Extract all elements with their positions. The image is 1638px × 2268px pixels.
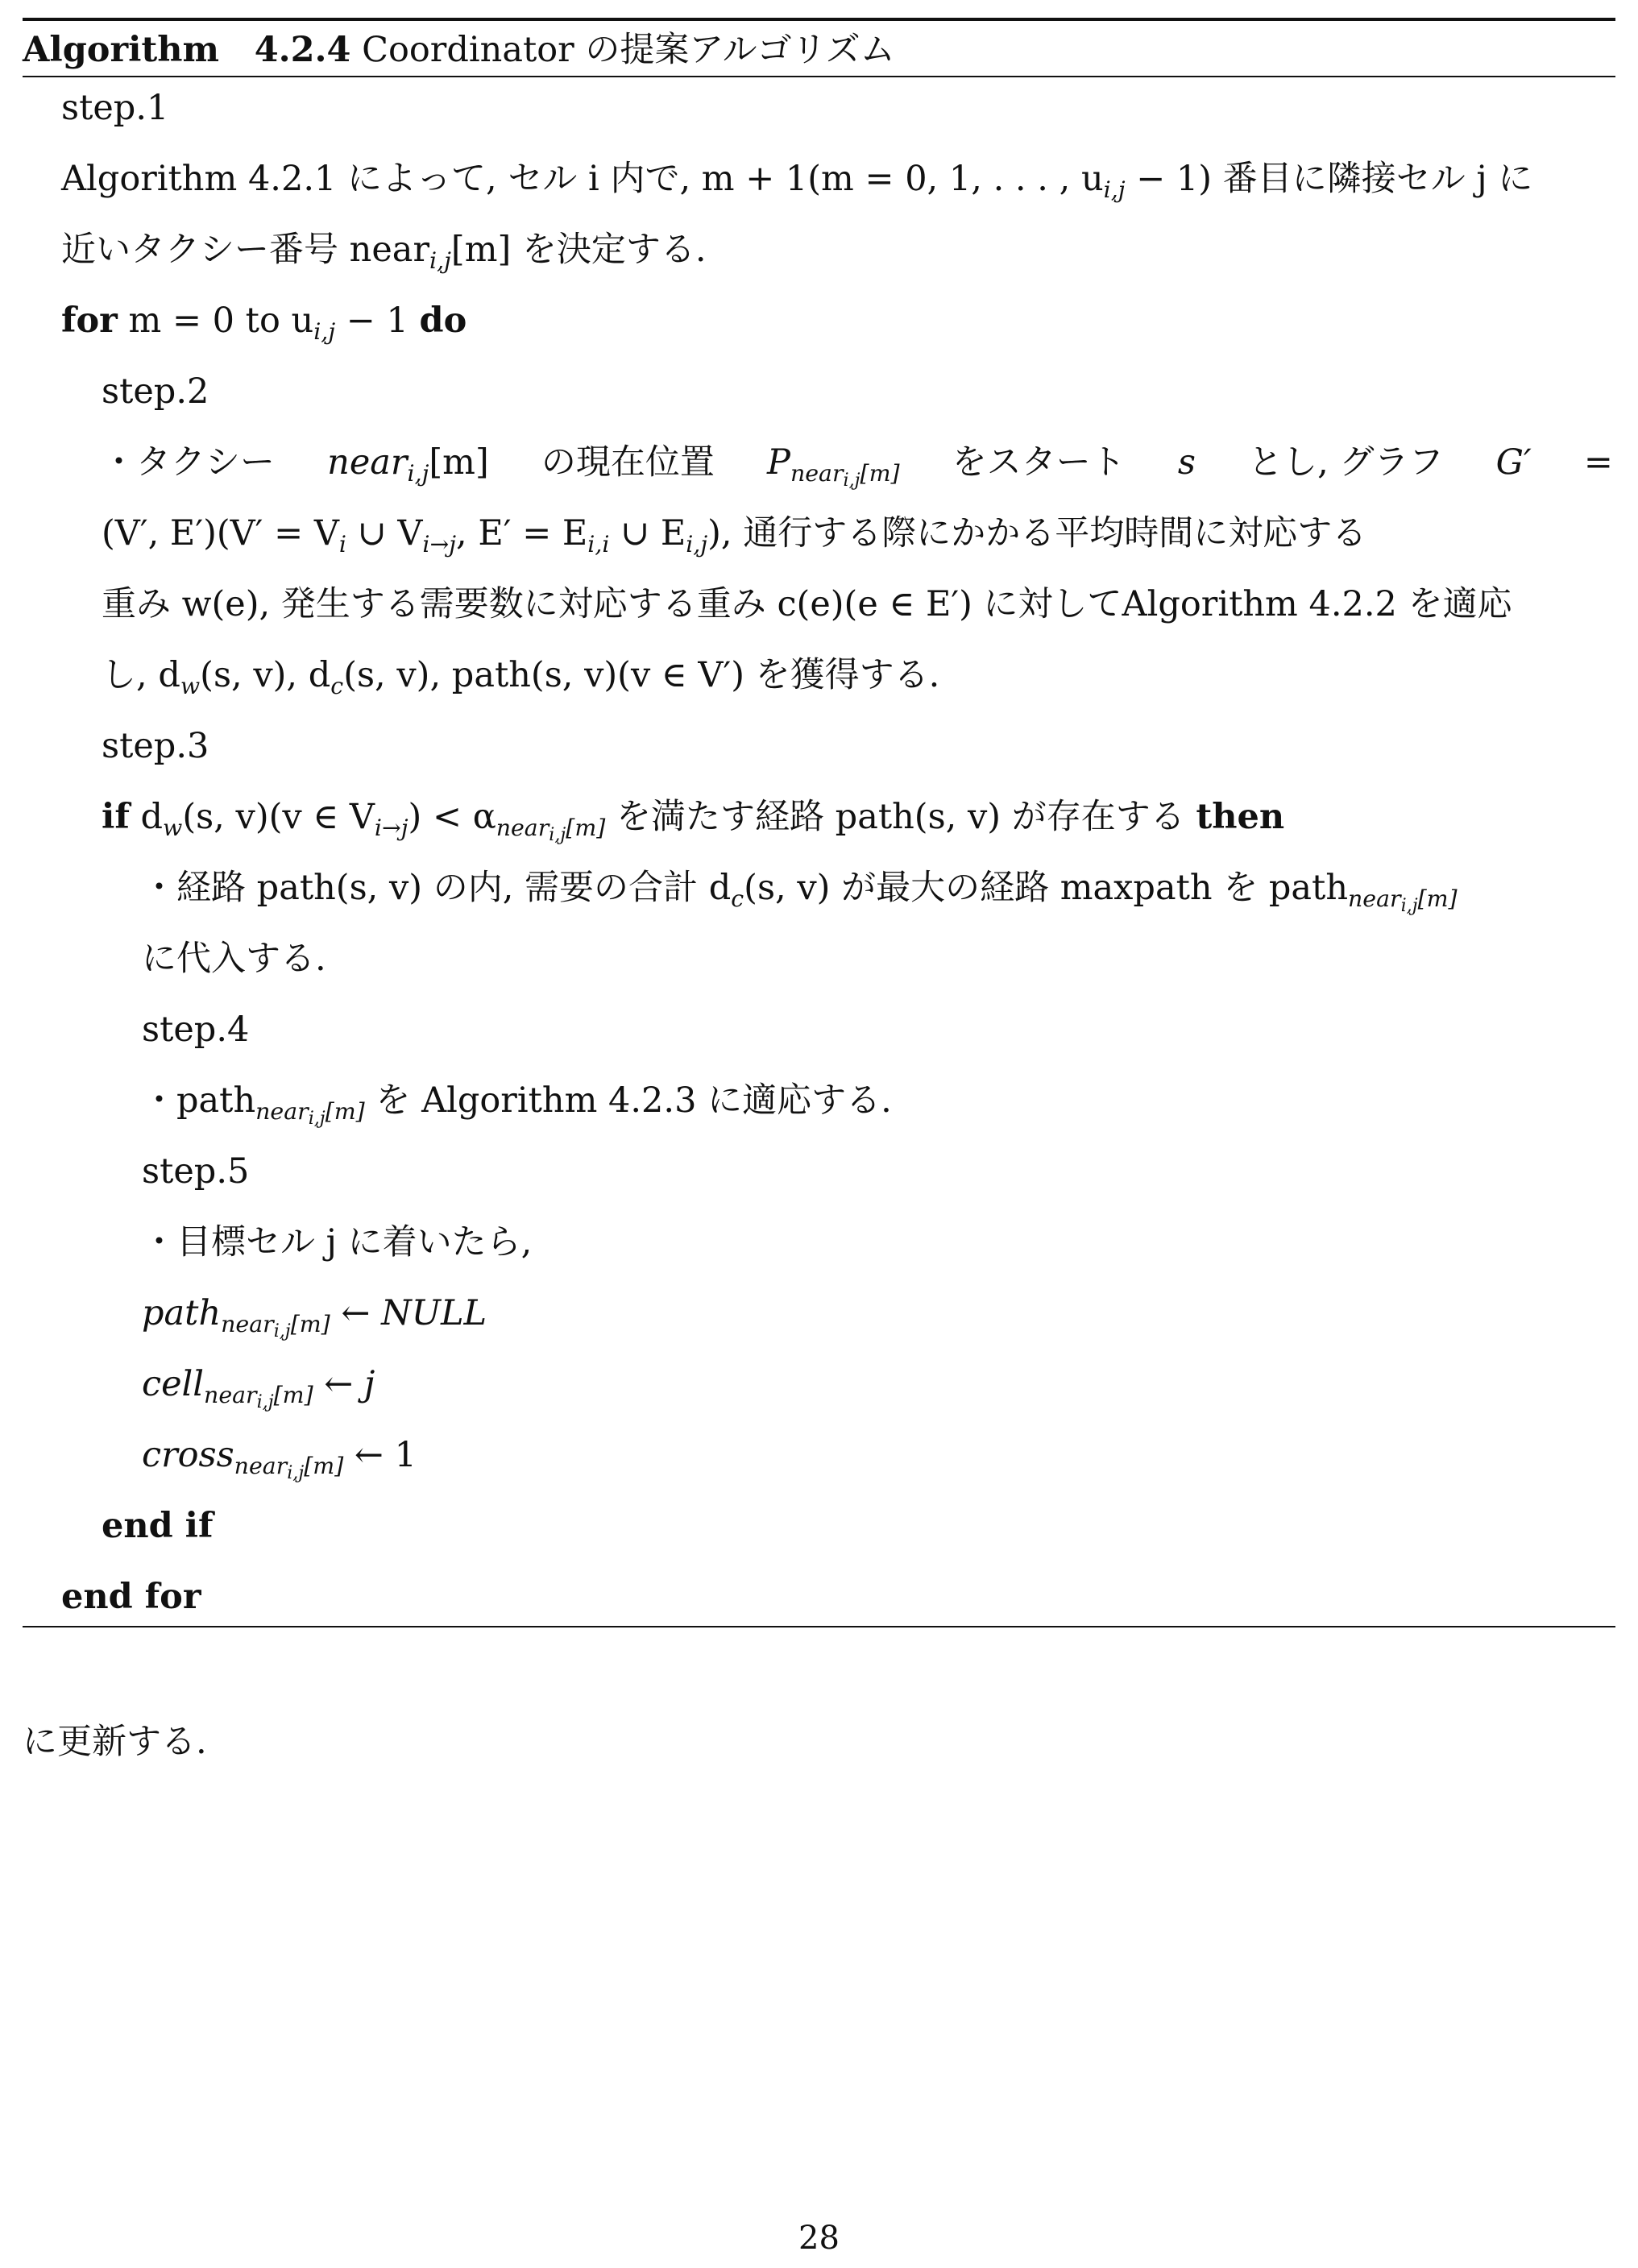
step2-text-line3: 重み w(e), 発生する需要数に対応する重み c(e)(e ∈ E′) に対してAlgorithm 4.2.2 を適応	[102, 584, 1512, 624]
step2-text-line2: (V′, $E')(V' = V_i$ ∪ $V_{i\to j}$, $E' = E_{i,i}$ ∪ $E_{i,j}$), 通行する際にかかる平均時間に対応する	[102, 513, 1367, 558]
step5-text: ・目標セル j に着いたら,	[142, 1222, 533, 1263]
step3-label: step.3	[102, 726, 209, 766]
step2-text-line4: し, $d_w(s$, v), $d_c(s$, v), path(s, v)(v ∈ V′) を獲得する.	[102, 655, 940, 700]
step1-label: step.1	[61, 88, 169, 128]
end-for-keyword: end for	[61, 1577, 201, 1617]
algorithm-label: Algorithm	[23, 30, 220, 70]
step3-text-line2: に代入する.	[142, 939, 326, 979]
top-rule	[23, 18, 1615, 21]
page-number: 28	[798, 2220, 840, 2257]
do-keyword: do	[419, 301, 467, 341]
step2-label: step.2	[102, 371, 209, 412]
if-line: if $d_w(s$, v)(v ∈ $V_{i\to j}) < \alpha_{near_{i,j}[m]}$ を満たす経路 path(s, v) が存在する then	[102, 797, 1285, 846]
step4-label: step.4	[142, 1010, 250, 1050]
bottom-rule	[23, 1626, 1615, 1627]
step1-text-line2: 近いタクシー番号 near$_{i,j}$[m] を決定する.	[61, 230, 707, 275]
for-keyword: for	[61, 301, 118, 341]
caption-rule	[23, 76, 1615, 77]
then-keyword: then	[1196, 797, 1285, 837]
assign-cell-line: cell$_{near_{i,j}[m]}$ ← j	[142, 1364, 375, 1413]
step4-text: ・path$_{near_{i,j}[m]}$ を Algorithm 4.2.3 に適応する.	[142, 1080, 892, 1130]
for-line: for m = 0 to $u_{i,j} - 1$ do	[61, 301, 467, 346]
body-text: に更新する.	[23, 1722, 207, 1762]
step2-text-line1: ・タクシー near$_{i,j}$[m] の現在位置 $P_{near_{i,j}[m]}$ をスタート s とし, グラフ G′ =	[102, 442, 1613, 491]
algorithm-number: 4.2.4	[254, 30, 351, 70]
algorithm-title: Coordinator の提案アルゴリズム	[362, 30, 895, 70]
step3-text-line1: ・経路 path(s, v) の内, 需要の合計 $d_c(s$, v) が最大の経路 maxpath を path$_{near_{i,j}[m]}$	[142, 868, 1458, 917]
step1-text-line1: Algorithm 4.2.1 によって, セル i 内で, m + 1(m = 0, 1, . . . , $u_{i,j} - 1$) 番目に隣接セル j に	[61, 159, 1533, 204]
assign-cross-line: cross$_{near_{i,j}[m]}$ ← 1	[142, 1435, 417, 1484]
end-if-keyword: end if	[102, 1506, 214, 1546]
step5-label: step.5	[142, 1151, 250, 1192]
algorithm-caption	[23, 26, 895, 74]
assign-path-line: path$_{near_{i,j}[m]}$ ← NULL	[142, 1293, 487, 1342]
if-keyword: if	[102, 797, 130, 837]
